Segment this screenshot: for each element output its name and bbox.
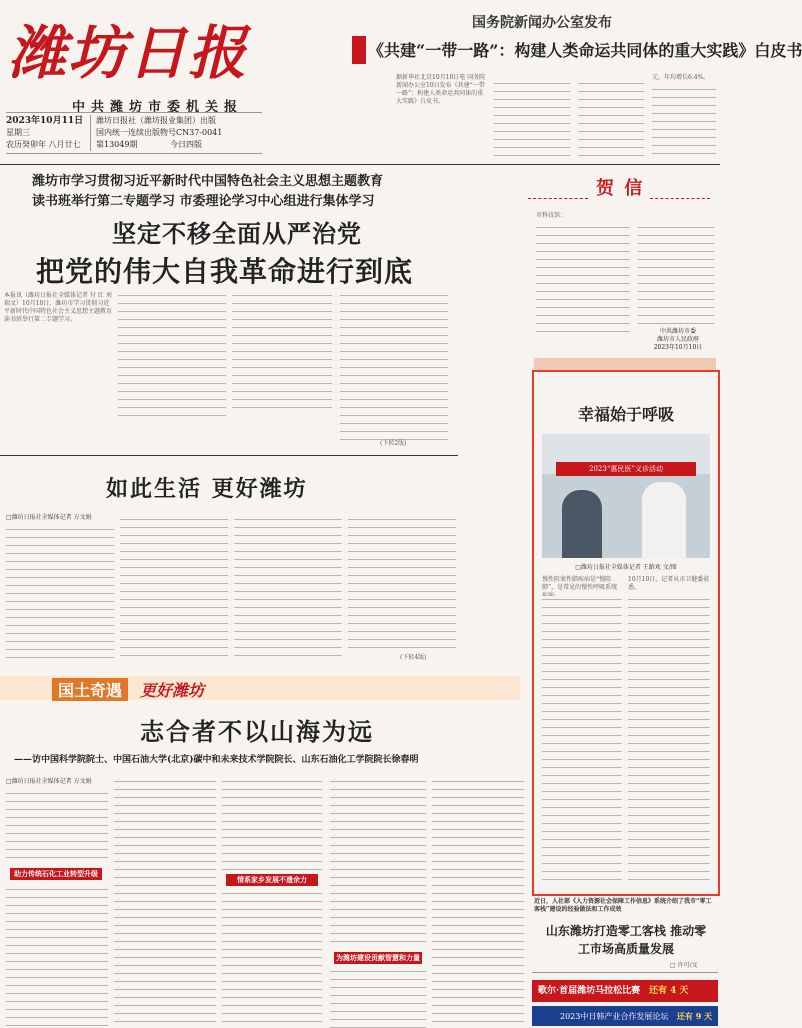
photo-banner: 2023“惠民医”义诊活动 [556, 462, 696, 476]
commentary-tail: (下转4版) [400, 654, 427, 661]
call-story-column-1 [542, 596, 622, 886]
main-story-column-2 [118, 292, 226, 420]
greeting-ornament-left [528, 176, 588, 199]
feature-byline: □潍坊日报社全媒体记者 方文娟 [6, 778, 92, 785]
feature-column-1b [6, 886, 108, 1028]
countdown-bar-2-text: 2023中日韩产业合作发展论坛 [560, 1012, 669, 1021]
issue-weekday: 星期三 [6, 128, 30, 137]
issue-date: 2023年10月11日 [6, 116, 84, 126]
photo-person-left [562, 490, 602, 558]
call-story-lead: 慢性阻塞性肺疾病是“慢阻肺”，是常见的慢性呼吸系统 [542, 576, 618, 591]
feature-column-4a [330, 778, 426, 948]
commentary-byline: □潍坊日报社全媒体记者 方文娟 [6, 514, 92, 521]
call-story-column-2 [628, 596, 710, 886]
main-deck-1: 潍坊市学习贯彻习近平新时代中国特色社会主义思想主题教育 [32, 174, 384, 189]
feature-column-3b [222, 890, 322, 1028]
publisher: 潍坊日报社（潍坊报业集团）出版 [96, 116, 216, 125]
greeting-signatures: 中共潍坊市委 潍坊市人民政府 2023年10月10日 [653, 328, 703, 351]
top-story-title: 《共建“一带一路”：构建人类命运共同体的重大实践》白皮书 [368, 41, 802, 60]
top-story-tail: 元，年均增长6.4%。 [652, 74, 710, 81]
main-story-column-3 [232, 292, 332, 412]
main-deck-2: 读书班举行第二专题学习 市委理论学习中心组进行集体学习 [32, 194, 375, 209]
feature-column-2 [114, 778, 216, 1028]
greeting-body-1 [536, 224, 630, 334]
top-story-marker [352, 36, 366, 64]
main-headline-1: 坚定不移全面从严治党 [112, 219, 362, 248]
jobs-headline: 山东潍坊打造零工客栈 推动零工市场高质量发展 [545, 924, 707, 956]
top-story-kicker: 国务院新闻办公室发布 [472, 15, 612, 31]
column-banner [0, 676, 520, 700]
commentary-column-2 [120, 516, 228, 662]
commentary-column-1 [6, 526, 114, 662]
issue-lunar: 农历癸卯年 八月廿七 [6, 140, 81, 149]
feature-subheadline: ——访中国科学院院士、中国石油大学(北京)碳中和未来技术学院院长、山东石油化工学院院长徐春明 [14, 755, 419, 765]
main-story-column-4 [340, 292, 448, 442]
page-count: 今日四版 [170, 140, 202, 149]
cn-number: 国内统一连续出版物号CN37-0041 [96, 128, 223, 137]
greeting-body-2 [638, 224, 714, 328]
top-story-column-2 [494, 80, 570, 160]
jobs-kicker: 近日，人社部《人力资源社会保障工作信息》系统介绍了我市“零工客栈”建设的经验做法和工作成效 [534, 898, 712, 913]
main-headline-2: 把党的伟大自我革命进行到底 [36, 255, 414, 288]
call-story-byline: □潍坊日报社全媒体记者 王路欢 文/图 [575, 564, 677, 571]
call-story-photo [542, 434, 710, 558]
feature-column-3a [222, 778, 322, 870]
commentary-headline: 如此生活 更好潍坊 [106, 476, 308, 502]
call-story-highlight[interactable] [532, 370, 720, 896]
commentary-column-3 [234, 516, 342, 662]
countdown-bar-1[interactable] [532, 980, 718, 1002]
countdown-bar-2-tail: 还有 9 天 [676, 1011, 713, 1021]
main-story-lead: 本报讯（潍坊日报社全媒体记者 付 红 刘瑞文）10月10日，潍坊市学习贯彻习近平新时代中国特色社会主义思想主题教育读书班举行第二专题学习。 [4, 292, 113, 323]
greeting-salutation: 市科技馆： [536, 212, 567, 219]
call-story-tail: 10月10日，记者从市卫健委获悉。 [628, 576, 710, 591]
call-story-headline: 幸福始于呼吸 [577, 405, 674, 424]
greeting-ornament-right [650, 176, 710, 199]
top-story-column-3 [578, 80, 644, 160]
column-brand-1: 国土奇遇 [52, 678, 128, 701]
greeting-title: 贺 信 [596, 178, 645, 199]
feature-sub-2: 情系家乡发展不遗余力 [226, 874, 318, 886]
countdown-bar-2[interactable] [532, 1006, 718, 1026]
top-story-column-4 [652, 86, 716, 160]
photo-person-right [642, 482, 686, 558]
commentary-column-4 [348, 516, 456, 652]
feature-sub-3: 为潍坊建设贡献智慧和力量 [336, 953, 420, 962]
jobs-byline: □ 许可/文 [670, 962, 698, 969]
main-story-tail: (下转2版) [380, 440, 407, 447]
countdown-bar-1-brand: 歌尔·首届潍坊马拉松比赛 [538, 986, 641, 996]
commentary-divider [0, 455, 458, 456]
masthead-title: 潍坊日报 [8, 19, 249, 87]
column-brand-2: 更好潍坊 [140, 681, 205, 700]
feature-column-1a [6, 790, 108, 860]
feature-column-5 [432, 778, 524, 1028]
top-divider [0, 164, 720, 165]
feature-column-4b [330, 968, 426, 1028]
countdown-bar-1-text: 还有 4 天 [649, 986, 689, 996]
jobs-divider [532, 972, 718, 973]
call-section-banner [534, 358, 716, 370]
feature-headline: 志合者不以山海为远 [140, 717, 374, 746]
issue-total: 第13049期 [96, 140, 138, 149]
top-story-lead: 据新华社北京10月10日电 国务院新闻办公室10日发布《共建“一带一路”：构建人类命运共同体的重大实践》白皮书。 [396, 74, 486, 105]
feature-sub-1: 助力传统石化工业转型升级 [10, 868, 102, 880]
masthead-infobox [6, 112, 262, 154]
masthead-motto: 中共潍坊市委机关报 [72, 100, 244, 115]
